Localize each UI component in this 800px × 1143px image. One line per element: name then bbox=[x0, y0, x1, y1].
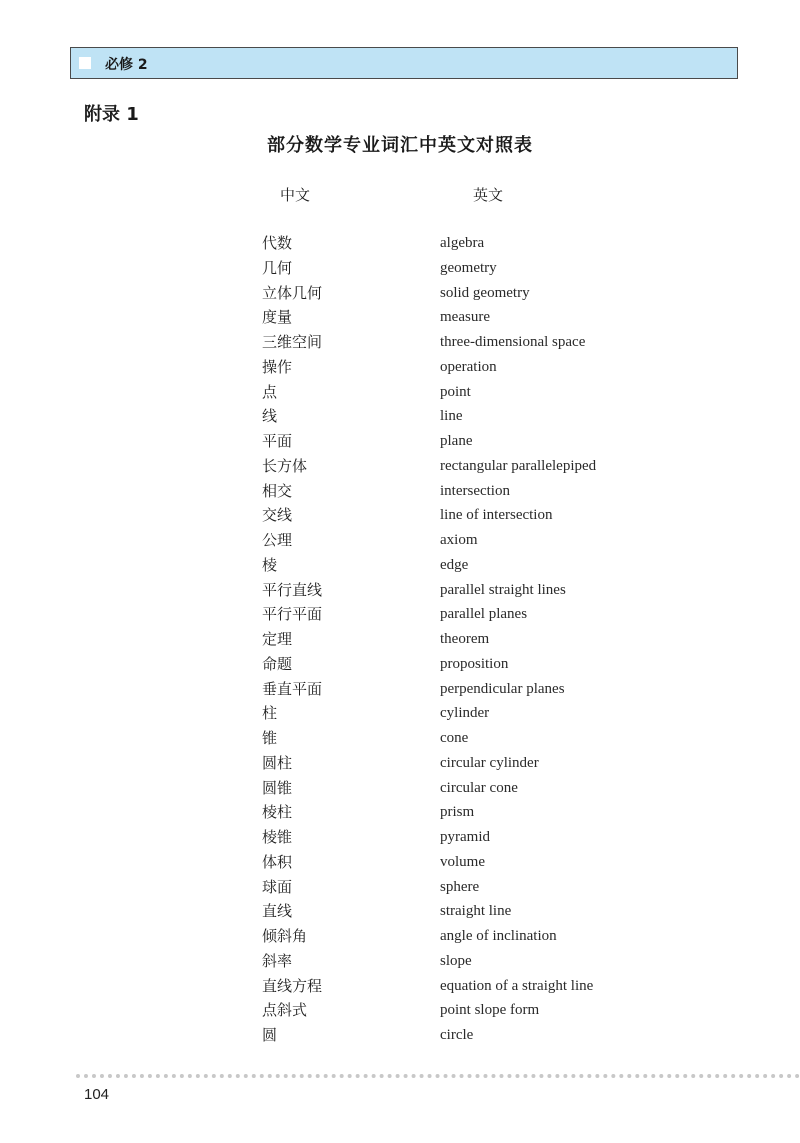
glossary-row bbox=[0, 1023, 800, 1048]
term-chinese: 垂直平面 bbox=[262, 679, 323, 698]
term-chinese: 倾斜角 bbox=[262, 927, 308, 945]
term-english: pyramid bbox=[440, 829, 490, 845]
term-chinese: 点 bbox=[262, 382, 278, 401]
term-english: three-dimensional space bbox=[440, 334, 586, 350]
term-english: straight line bbox=[440, 903, 512, 920]
term-chinese: 圆 bbox=[262, 1026, 278, 1044]
term-english: geometry bbox=[440, 259, 497, 276]
term-chinese: 棱柱 bbox=[262, 803, 293, 822]
term-chinese: 直线 bbox=[262, 902, 293, 921]
glossary-row bbox=[0, 875, 800, 900]
glossary-row bbox=[0, 825, 800, 850]
term-english: theorem bbox=[440, 631, 490, 647]
term-chinese: 三维空间 bbox=[262, 333, 323, 351]
term-english: edge bbox=[440, 556, 469, 573]
glossary-row bbox=[0, 924, 800, 949]
glossary-row bbox=[0, 479, 800, 504]
glossary-row bbox=[0, 429, 800, 454]
glossary-row bbox=[0, 503, 800, 528]
term-english: perpendicular planes bbox=[440, 680, 565, 697]
column-header-english: 英文 bbox=[473, 186, 504, 204]
term-english: circle bbox=[440, 1027, 474, 1043]
term-english: operation bbox=[440, 358, 497, 375]
term-chinese: 线 bbox=[262, 407, 278, 426]
term-english: cylinder bbox=[440, 705, 490, 722]
term-chinese: 圆锥 bbox=[262, 778, 293, 797]
appendix-title: 附录 1 bbox=[84, 104, 139, 125]
term-english: circular cone bbox=[440, 779, 518, 796]
term-chinese: 点斜式 bbox=[262, 1001, 308, 1020]
glossary-row bbox=[0, 528, 800, 553]
glossary-row bbox=[0, 553, 800, 578]
glossary-row bbox=[0, 602, 800, 627]
glossary-row bbox=[0, 949, 800, 974]
footer-dotted-divider bbox=[76, 1074, 800, 1078]
term-english: parallel straight lines bbox=[440, 581, 566, 598]
glossary-row bbox=[0, 256, 800, 281]
term-chinese: 圆柱 bbox=[262, 753, 293, 772]
term-english: measure bbox=[440, 309, 490, 326]
term-chinese: 平行直线 bbox=[262, 580, 323, 599]
term-english: slope bbox=[440, 952, 472, 969]
term-english: point bbox=[440, 383, 471, 400]
term-chinese: 直线方程 bbox=[262, 976, 323, 995]
term-english: proposition bbox=[440, 655, 509, 672]
column-header-chinese: 中文 bbox=[280, 186, 311, 204]
term-english: axiom bbox=[440, 532, 478, 548]
term-chinese: 交线 bbox=[262, 506, 293, 525]
term-chinese: 体积 bbox=[262, 852, 293, 871]
term-english: volume bbox=[440, 853, 485, 870]
glossary-row bbox=[0, 677, 800, 702]
term-chinese: 柱 bbox=[262, 704, 278, 723]
term-chinese: 命题 bbox=[262, 654, 293, 673]
term-chinese: 斜率 bbox=[262, 951, 293, 970]
section-header-label: 必修 2 bbox=[105, 57, 148, 73]
term-english: circular cylinder bbox=[440, 754, 539, 771]
term-english: angle of inclination bbox=[440, 928, 557, 944]
term-chinese: 几何 bbox=[262, 258, 293, 277]
glossary-row bbox=[0, 701, 800, 726]
page-number: 104 bbox=[84, 1086, 110, 1103]
glossary-row bbox=[0, 850, 800, 875]
term-english: rectangular parallelepiped bbox=[440, 457, 597, 474]
term-chinese: 代数 bbox=[262, 234, 293, 252]
term-chinese: 平面 bbox=[262, 432, 293, 450]
term-english: line bbox=[440, 408, 463, 425]
term-english: prism bbox=[440, 804, 475, 821]
term-chinese: 平行平面 bbox=[262, 605, 323, 624]
term-english: parallel planes bbox=[440, 606, 528, 623]
term-chinese: 棱 bbox=[262, 555, 278, 574]
glossary-row bbox=[0, 404, 800, 429]
glossary-row bbox=[0, 974, 800, 999]
term-chinese: 棱锥 bbox=[262, 828, 293, 846]
glossary-row bbox=[0, 776, 800, 801]
glossary-row bbox=[0, 380, 800, 405]
term-english: plane bbox=[440, 433, 473, 449]
term-chinese: 锥 bbox=[262, 729, 278, 747]
glossary-title: 部分数学专业词汇中英文对照表 bbox=[267, 135, 533, 156]
term-english: point slope form bbox=[440, 1002, 540, 1019]
term-chinese: 定理 bbox=[262, 630, 293, 648]
glossary-row bbox=[0, 726, 800, 751]
glossary-row bbox=[0, 751, 800, 776]
glossary-row bbox=[0, 454, 800, 479]
term-chinese: 度量 bbox=[262, 308, 293, 327]
header-square-icon bbox=[79, 57, 91, 69]
term-english: equation of a straight line bbox=[440, 977, 594, 994]
term-chinese: 球面 bbox=[262, 877, 293, 896]
section-header-bar bbox=[70, 47, 738, 79]
glossary-row bbox=[0, 998, 800, 1023]
term-english: intersection bbox=[440, 482, 510, 499]
glossary-row bbox=[0, 231, 800, 256]
term-chinese: 长方体 bbox=[262, 456, 308, 475]
glossary-list bbox=[0, 231, 800, 1048]
term-chinese: 公理 bbox=[262, 531, 293, 549]
glossary-row bbox=[0, 899, 800, 924]
glossary-row bbox=[0, 305, 800, 330]
glossary-row bbox=[0, 355, 800, 380]
glossary-row bbox=[0, 578, 800, 603]
glossary-row bbox=[0, 330, 800, 355]
term-chinese: 操作 bbox=[262, 357, 293, 376]
term-english: sphere bbox=[440, 878, 480, 895]
term-chinese: 立体几何 bbox=[262, 283, 323, 302]
term-english: solid geometry bbox=[440, 284, 530, 301]
glossary-row bbox=[0, 800, 800, 825]
term-english: line of intersection bbox=[440, 507, 553, 524]
term-english: cone bbox=[440, 730, 469, 746]
term-english: algebra bbox=[440, 235, 485, 251]
term-chinese: 相交 bbox=[262, 481, 293, 500]
glossary-row bbox=[0, 627, 800, 652]
glossary-row bbox=[0, 652, 800, 677]
glossary-row bbox=[0, 281, 800, 306]
